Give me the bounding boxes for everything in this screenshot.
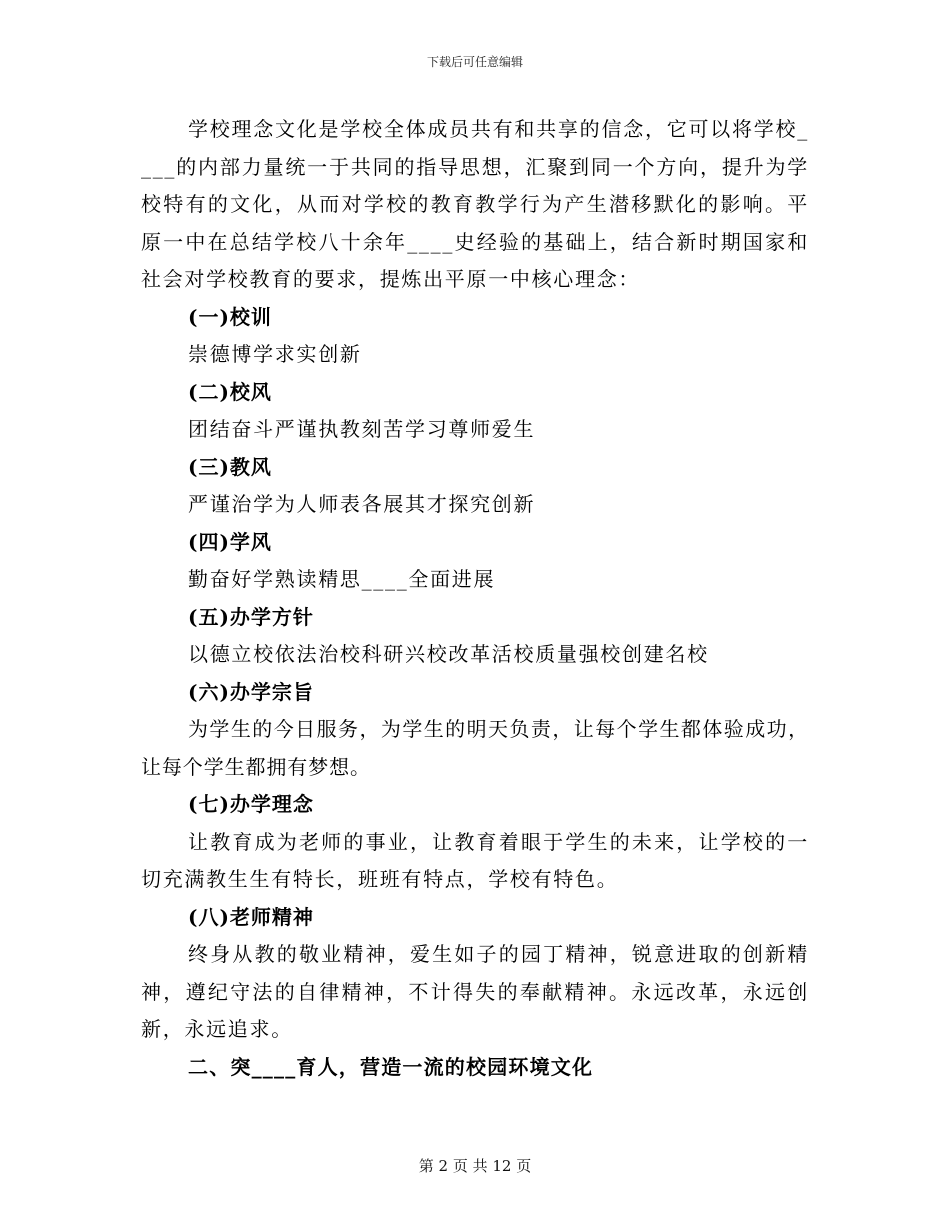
item-text-teaching-style: 严谨治学为人师表各展其才探究创新 xyxy=(188,492,536,516)
page-header: 下载后可任意编辑 xyxy=(426,55,523,69)
item-text-teacher-spirit: 终身从教的敬业精神，爱生如子的园丁精神，锐意进取的创新精神，遵纪守法的自律精神，不计得失的奉献精神。永远改革，永远创新，永远追求。 xyxy=(141,942,809,1041)
item-heading-policy: (五)办学方针 xyxy=(188,604,314,629)
item-heading-teaching-style: (三)教风 xyxy=(188,454,272,479)
item-text-philosophy: 让教育成为老师的事业，让教育着眼于学生的未来，让学校的一切充满教生生有特长，班班有特点，学校有特色。 xyxy=(141,829,809,891)
item-text-motto: 崇德博学求实创新 xyxy=(188,342,362,366)
item-heading-school-spirit: (二)校风 xyxy=(188,379,272,404)
item-heading-teacher-spirit: (八)老师精神 xyxy=(188,904,314,929)
section-2-title: 二、突____育人，营造一流的校园环境文化 xyxy=(188,1054,594,1079)
item-text-school-spirit: 团结奋斗严谨执教刻苦学习尊师爱生 xyxy=(188,417,536,441)
item-heading-purpose: (六)办学宗旨 xyxy=(188,679,314,704)
item-heading-study-style: (四)学风 xyxy=(188,529,272,554)
page-number: 第 2 页 共 12 页 xyxy=(418,1157,532,1175)
item-heading-motto: (一)校训 xyxy=(188,304,272,329)
item-text-purpose: 为学生的今日服务，为学生的明天负责，让每个学生都体验成功，让每个学生都拥有梦想。 xyxy=(141,717,809,779)
item-text-study-style: 勤奋好学熟读精思____全面进展 xyxy=(188,567,496,591)
item-text-policy: 以德立校依法治校科研兴校改革活校质量强校创建名校 xyxy=(188,642,709,666)
item-heading-philosophy: (七)办学理念 xyxy=(188,792,314,816)
intro-paragraph: 学校理念文化是学校全体成员共有和共享的信念，它可以将学校____的内部力量统一于共同的指导思想，汇聚到同一个方向，提升为学校特有的文化，从而对学校的教育教学行为产生潜移默化的影响。平原一中在总结学校八十余年____史经验的基础上，结合新时期国家和社会对学校教育的要求，提炼出平原一中核心理念： xyxy=(141,117,809,291)
document-body xyxy=(141,111,809,1086)
